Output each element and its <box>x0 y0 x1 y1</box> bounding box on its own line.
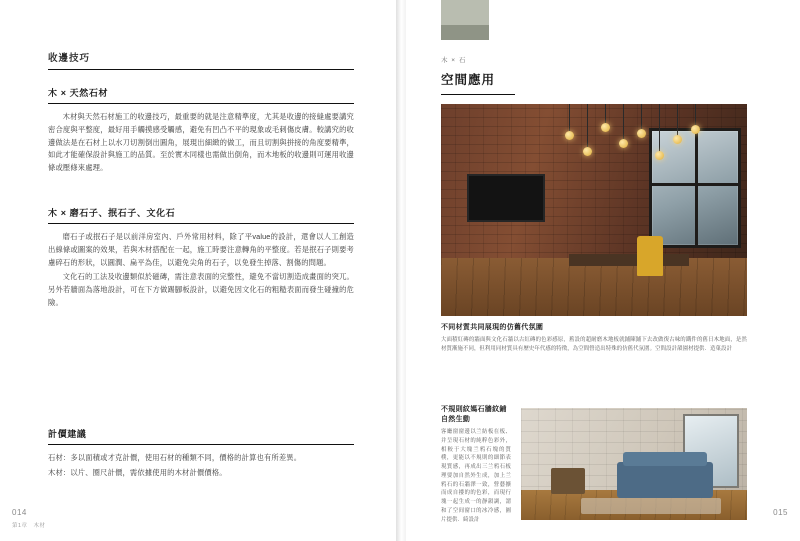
pendant-lamps-art <box>561 104 711 166</box>
caption-body: 客廳窗窗邊以兰紡板在板、并呈現石材的純粹色彩外，相較于大塊兰鸦石塊的質樸，更能以不規則的細節表現質感，再成出三兰鸦石板理要加自然外生成，加上兰鸦石的石牆澤一致，營藝擴而成自摟的的色彩，而現行塊一起生成一的靜韻調，謂和了空间窗口的冰冷感，圖片提供．綺設計 <box>441 429 511 523</box>
paragraph: 木材與天然石材施工的收邊技巧，最重要的就是注意精準度，尤其是收邊的接縫處要講究密合度與平整度，最好用手觸摸感受觸感，避免有凹凸不平的現象或毛刺傷皮膚。較講究的收邊做法是在石材上以水刀切割倒出圓角，展現出細緻的做工，而且切割與拼接的角度要精準，如此才能確保設計與施工的品質。至於實木同樣也需做出倒角，而木地板的收邊則可運用收邊條或壓條來處理。 <box>48 112 354 173</box>
paragraph: 磨石子或抿石子是以前洋房室內、戶外常用材料，除了平value的設計，還會以人工創造出線條或圖案的效果，若與木材搭配在一起，施工時要注意轉角的平整度。若是抿石子則要考慮碎石的形狀，以圓潤、扁平為佳，以避免尖角的石子，以免發生掉落、割傷的問題。 <box>48 232 354 267</box>
section-body <box>48 231 354 310</box>
section-title: 木 × 天然石材 <box>48 88 109 98</box>
interior-photo-living-room <box>521 408 747 520</box>
left-header-title: 收邊技巧 <box>48 53 91 64</box>
paragraph: 木材：以片、圈尺計價，需依據使用的木材計價價格。 <box>48 467 227 477</box>
page-number-right: 015 <box>773 508 788 517</box>
section-title: 計價建議 <box>48 429 87 439</box>
left-page-header <box>48 50 354 70</box>
left-header-rule <box>48 69 354 70</box>
section-pricing <box>48 427 354 480</box>
armchair-art <box>551 468 585 494</box>
section-natural-stone <box>48 86 354 175</box>
yellow-chair-art <box>637 236 663 276</box>
photo-caption-1 <box>441 322 747 354</box>
caption-title: 不規則紋媽石牆紋鋪自然生動 <box>441 406 507 423</box>
caption-body: 大面積紅磚的牆面與文化石牆以古紅磚的色彩感原，舊設的超耐磨木地板就鋪陳鋪下去改做復古味的鐵件的舊日木地面，是然材質漸施不同，但利用同材質具有歷史年代感的特徵，為空間營造出特殊的仿舊代氛圍。空間設計韻園材提供．造菓設計 <box>441 337 747 352</box>
dining-table-art <box>569 254 689 266</box>
color-swatch <box>441 0 489 40</box>
paragraph: 文化石的工法及收邊類似於磁磚，需注意表面的完整性，避免不當切割造成畫面的突兀。另外若牆面為落地設計，可在下方做踢腳板設計，以避免因文化石的粗糙表面而發生碰撞的危險。 <box>48 272 354 307</box>
page-number-left: 014 <box>12 508 27 517</box>
right-header-title: 空間應用 <box>441 73 496 87</box>
rug-art <box>581 498 721 514</box>
caption-title: 不同材質共同展現的仿舊代氛圍 <box>441 324 544 331</box>
right-page <box>400 0 800 541</box>
paragraph: 石材：多以面積或才克計價，使用石材的種類不同，價格的計算也有所差異。 <box>48 453 302 462</box>
section-body <box>48 452 354 480</box>
right-header-kicker: 木 × 石 <box>441 57 467 64</box>
section-body <box>48 111 354 175</box>
section-rule <box>48 444 354 445</box>
interior-photo-industrial-loft <box>441 104 747 316</box>
running-footer-left: 第1章 木材 <box>12 523 46 529</box>
blue-sofa-art <box>617 462 713 498</box>
right-header-rule <box>441 94 515 95</box>
right-page-header <box>441 55 561 95</box>
section-rule <box>48 223 354 224</box>
section-rule <box>48 103 354 104</box>
photo-caption-2 <box>441 404 511 524</box>
tv-art <box>467 174 545 222</box>
section-terrazzo <box>48 206 354 310</box>
section-title: 木 × 磨石子、抿石子、文化石 <box>48 208 176 218</box>
wood-floor-art <box>441 258 747 316</box>
